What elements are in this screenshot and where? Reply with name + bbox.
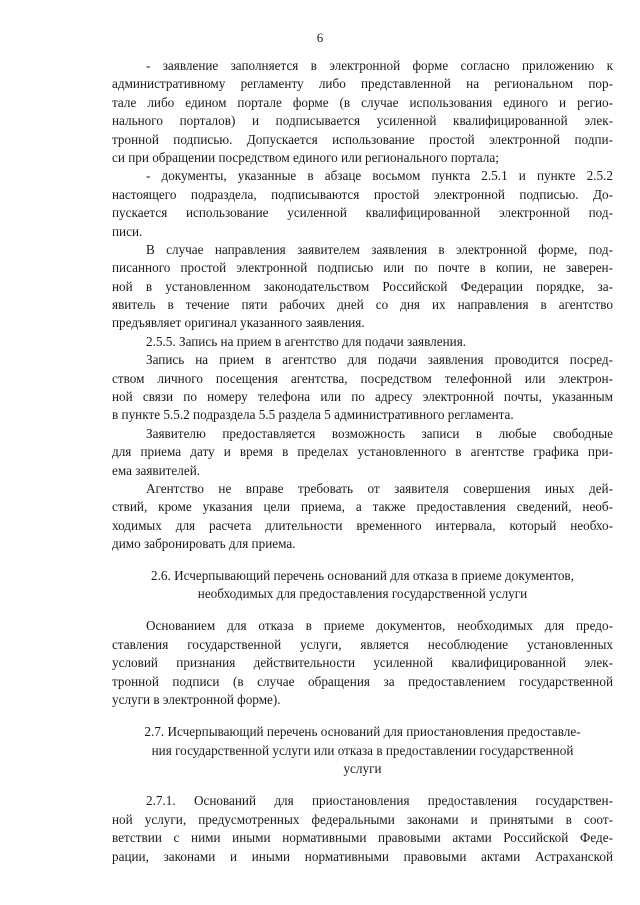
- paragraph-original-statement: [112, 241, 613, 333]
- text-line: Заявителю предоставляется возможность записи в любые свободные: [146, 425, 613, 441]
- text-line: ной связи по номеру телефона или по адресу электронной почты, указанным: [112, 389, 613, 405]
- paragraph-appointment-booking: [112, 351, 613, 425]
- text-line: Агентство не вправе требовать от заявителя совершения иных дей-: [146, 480, 613, 496]
- text-line: Запись на прием в агентство для подачи заявления проводится посред-: [146, 352, 613, 368]
- text-line: услуги в электронной форме).: [112, 691, 281, 707]
- text-line: ходимых для расчета длительности временного интервала, который необхо-: [112, 517, 613, 533]
- text-line: ема заявителей.: [112, 462, 201, 478]
- page-content: [112, 57, 613, 866]
- text-line: ветствии с ними иными нормативными правовыми актами Российской Феде-: [112, 830, 613, 846]
- text-line: ствий, кроме указания цели приема, а также предоставления сведений, необ-: [112, 499, 613, 515]
- text-line: условий признания действительности усиленной квалифицированной элек-: [112, 655, 613, 671]
- text-line: тронной подписью. Допускается использование простой электронной подпи-: [112, 131, 613, 147]
- text-line: - заявление заполняется в электронной форме согласно приложению к: [146, 58, 613, 73]
- text-line: 2.5.5. Запись на прием в агентство для подачи заявления.: [146, 333, 467, 349]
- heading-line: ния государственной услуги или отказа в предоставлении государственной: [151, 742, 574, 758]
- text-line: пускается использование усиленной квалифицированной электронной под-: [112, 205, 613, 221]
- text-line: нального порталов) и подписывается усиленной квалифицированной элек-: [112, 113, 613, 129]
- section-heading-2-7: [112, 723, 613, 778]
- text-line: административному регламенту либо представленной на региональном пор-: [112, 76, 613, 92]
- clause-2-5-5: [112, 333, 613, 351]
- heading-line: необходимых для предоставления государственной услуги: [197, 585, 528, 601]
- text-line: В случае направления заявителем заявления в электронной форме, под-: [146, 241, 613, 257]
- text-line: рации, законами и иными нормативными правовыми актами Астраханской: [112, 848, 613, 864]
- text-line: ством личного посещения агентства, посредством телефонной или электрон-: [112, 370, 613, 386]
- heading-line: 2.7. Исчерпывающий перечень оснований для приостановления предоставле-: [144, 724, 581, 740]
- text-line: Основанием для отказа в приеме документов, необходимых для предо-: [146, 618, 613, 634]
- paragraph-documents-signature: [112, 167, 613, 241]
- text-line: писанного простой электронной подписью или по почте в копии, не заверен-: [112, 260, 613, 276]
- text-line: писи.: [112, 223, 143, 239]
- page-number: 6: [316, 30, 324, 45]
- heading-line: 2.6. Исчерпывающий перечень оснований для отказа в приеме документов,: [151, 567, 574, 583]
- clause-2-7-1: [112, 792, 613, 866]
- paragraph-application-form: [112, 57, 613, 167]
- text-line: настоящего подраздела, подписываются простой электронной подписью. До-: [112, 186, 613, 202]
- text-line: в пункте 5.5.2 подраздела 5.5 раздела 5 административного регламента.: [112, 407, 514, 423]
- section-heading-2-6: [112, 567, 613, 604]
- text-line: тале либо едином портале форме (в случае использования единого и регио-: [112, 94, 613, 110]
- paragraph-agency-restrictions: [112, 480, 613, 554]
- heading-line: услуги: [343, 761, 382, 777]
- text-line: ной в установленном законодательством Российской Федерации порядке, за-: [112, 278, 613, 294]
- text-line: предъявляет оригинал указанного заявления.: [112, 315, 365, 331]
- text-line: 2.7.1. Оснований для приостановления предоставления государствен-: [146, 793, 613, 809]
- text-line: явитель в течение пяти рабочих дней со дня их направления в агентство: [112, 297, 613, 313]
- text-line: тронной подписи (в случае обращения за предоставлением государственной: [112, 673, 613, 689]
- paragraph-free-slots: [112, 425, 613, 480]
- paragraph-refusal-grounds: [112, 617, 613, 709]
- text-line: ставления государственной услуги, является несоблюдение установленных: [112, 636, 613, 652]
- text-line: си при обращении посредством единого или регионального портала;: [112, 149, 499, 165]
- text-line: для приема дату и время в пределах установленного в агентстве графика при-: [112, 444, 613, 460]
- text-line: ной услуги, предусмотренных федеральными законами и принятыми в соот-: [112, 811, 613, 827]
- text-line: - документы, указанные в абзаце восьмом пункта 2.5.1 и пункте 2.5.2: [146, 168, 613, 184]
- text-line: димо забронировать для приема.: [112, 536, 296, 552]
